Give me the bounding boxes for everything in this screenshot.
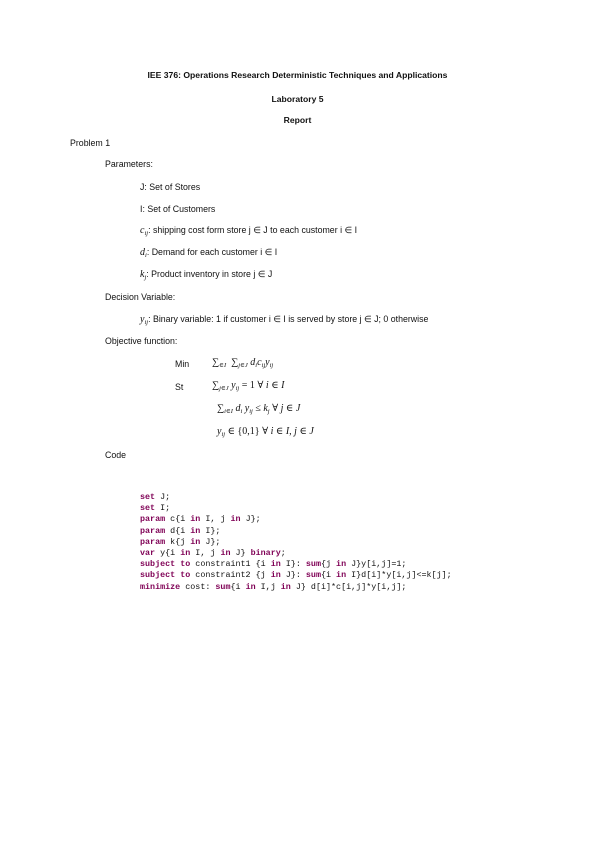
constraint-capacity: $\sum_{i\in I}$ $d_i$ $y_{ij} \le k_j$ ∀ j ∈ J (217, 403, 301, 415)
code-keyword: in (270, 570, 281, 581)
code-keyword: param (140, 525, 166, 536)
code-text: J} (230, 548, 251, 559)
code-heading: Code (105, 450, 127, 460)
code-keyword: minimize (140, 581, 181, 592)
code-text: J}; (240, 514, 261, 525)
y-description: : Binary variable: 1 if customer i ∈ I is served by store j ∈ J; 0 otherwise (148, 314, 429, 324)
constraint-assignment: $\sum_{j\in J}$ $y_{ij} = 1$ ∀ i ∈ I (212, 380, 285, 392)
code-keyword: in (270, 559, 281, 570)
problem-heading: Problem 1 (70, 138, 111, 148)
code-keyword: in (336, 570, 347, 581)
demand-description: : Demand for each customer i ∈ I (146, 247, 278, 257)
code-text: ; (280, 548, 286, 559)
code-text: I, j (200, 514, 231, 525)
code-text: J; (155, 492, 171, 502)
code-keyword: subject to (140, 559, 191, 570)
report-title: Report (283, 115, 312, 125)
code-text: I}d[i]*y[i,j]<=k[j]; (346, 570, 452, 581)
demand-symbol: $d_i$ (140, 247, 147, 259)
code-keyword: in (190, 536, 201, 547)
inventory-symbol: $k_j$ (140, 269, 147, 281)
param-demand (140, 247, 277, 258)
code-text: {i (230, 581, 246, 592)
code-line (140, 570, 452, 581)
code-text: I, j (190, 548, 221, 559)
min-label: Min (175, 359, 190, 369)
code-text: cost: (180, 581, 216, 592)
decision-heading: Decision Variable: (105, 292, 176, 302)
param-inventory (140, 269, 272, 280)
course-title: IEE 376: Operations Research Deterministic Techniques and Applications (147, 70, 448, 80)
code-keyword: sum (305, 570, 321, 581)
code-text: J} d[i]*c[i,j]*y[i,j]; (290, 581, 407, 592)
code-keyword: in (336, 559, 347, 570)
code-keyword: sum (305, 559, 321, 570)
st-label: St (175, 382, 184, 392)
y-symbol: $y_{ij}$ (140, 314, 149, 326)
code-line (140, 548, 452, 559)
code-keyword: var (140, 548, 156, 559)
code-keyword: set (140, 492, 156, 502)
code-line (140, 503, 452, 514)
decision-variable (140, 314, 428, 325)
code-text: {j (320, 559, 337, 570)
lab-title: Laboratory 5 (271, 94, 324, 104)
code-text: d{i (165, 525, 191, 536)
cost-description: : shipping cost form store j ∈ J to each customer i ∈ I (148, 225, 358, 235)
code-keyword: param (140, 514, 166, 525)
code-keyword: in (180, 548, 191, 559)
code-line (140, 514, 452, 525)
code-keyword: subject to (140, 570, 191, 581)
constraint-binary: $y_{ij}$ ∈ {0,1} ∀ i ∈ I, j ∈ J (217, 426, 314, 438)
code-text: I,j (255, 581, 281, 592)
parameters-heading: Parameters: (105, 159, 153, 169)
param-cost (140, 225, 357, 236)
code-line (140, 526, 452, 537)
code-keyword: binary (250, 548, 281, 559)
code-keyword: in (230, 514, 241, 525)
code-text: k{j (165, 536, 191, 547)
param-customers: I: Set of Customers (140, 204, 216, 214)
code-text: c{i (165, 514, 191, 525)
inventory-description: : Product inventory in store j ∈ J (146, 269, 273, 279)
code-block (140, 492, 452, 593)
code-keyword: in (280, 581, 291, 592)
code-line (140, 582, 452, 593)
code-keyword: set (140, 503, 156, 514)
code-text: J}; (200, 536, 221, 547)
code-text: {i (320, 570, 337, 581)
code-line (140, 492, 452, 503)
code-text: I}; (200, 525, 221, 536)
code-text: constraint2 {j (190, 570, 271, 581)
cost-symbol: $c_{ij}$ (140, 225, 149, 237)
code-keyword: in (220, 548, 231, 559)
code-line (140, 537, 452, 548)
code-line (140, 559, 452, 570)
objective-heading: Objective function: (105, 336, 178, 346)
code-keyword: sum (215, 581, 231, 592)
code-keyword: param (140, 536, 166, 547)
code-text: I}: (280, 559, 306, 570)
code-text: J}: (280, 570, 306, 581)
code-keyword: in (190, 525, 201, 536)
code-text: constraint1 {i (190, 559, 271, 570)
code-text: J}y[i,j]=1; (346, 559, 407, 570)
objective-formula: $\sum_{\in I}$ $\sum_{j\in J}$ $d_ic_{ij}y_{ij}$ (212, 357, 274, 369)
code-text: y{i (155, 548, 181, 559)
code-text: I; (155, 503, 171, 514)
code-keyword: in (190, 514, 201, 525)
code-keyword: in (245, 581, 256, 592)
param-stores: J: Set of Stores (140, 182, 201, 192)
